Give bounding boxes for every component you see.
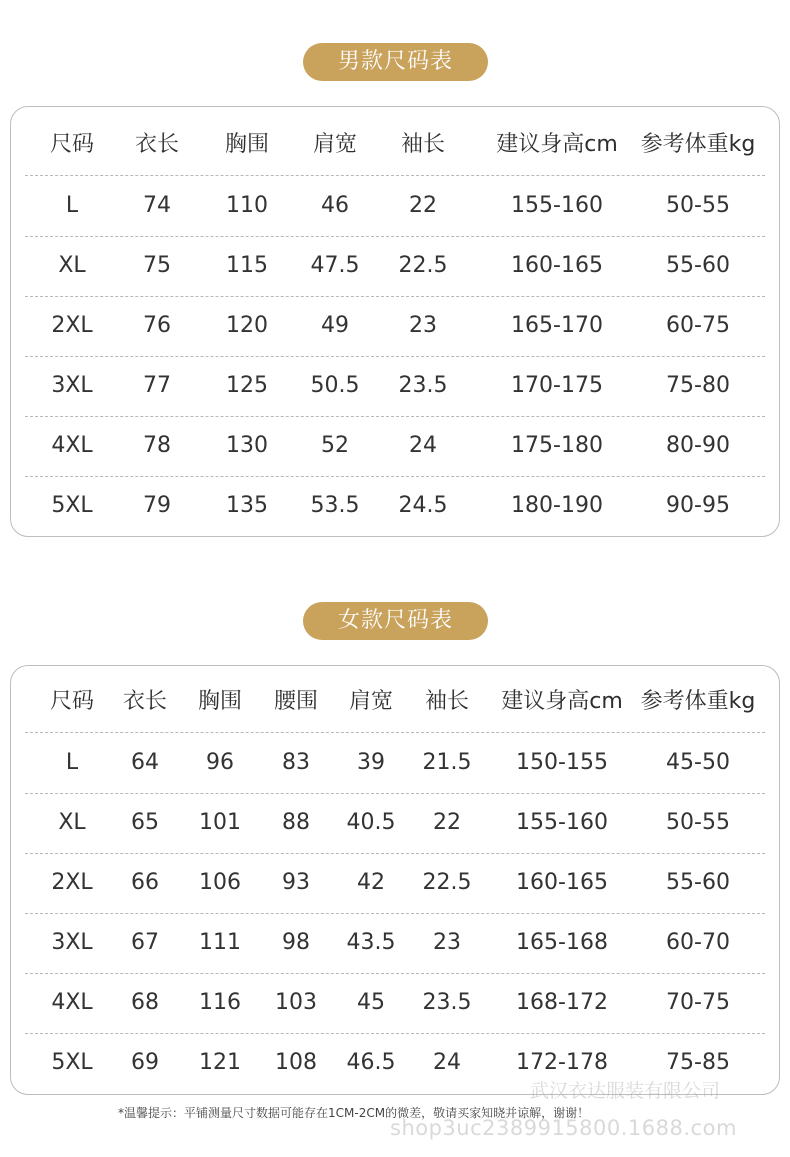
table-cell: 70-75	[666, 990, 730, 1015]
table-cell: 22.5	[398, 253, 448, 278]
table-cell: 83	[282, 750, 310, 775]
header-height: 建议身高cm	[496, 132, 618, 157]
table-cell: 165-168	[516, 930, 608, 955]
header-sleeve: 袖长	[400, 132, 446, 157]
table-cell: XL	[58, 810, 86, 835]
table-cell: 3XL	[51, 373, 93, 398]
table-cell: 46.5	[346, 1050, 396, 1075]
table-cell: 76	[143, 313, 171, 338]
table-cell: 23.5	[398, 373, 448, 398]
table-cell: 66	[131, 870, 159, 895]
table-cell: 116	[199, 990, 241, 1015]
table-cell: 68	[131, 990, 159, 1015]
table-cell: L	[65, 193, 79, 218]
table-cell: 22	[409, 193, 437, 218]
table-row	[25, 476, 765, 536]
table-cell: 50-55	[666, 810, 730, 835]
table-cell: 111	[199, 930, 241, 955]
table-cell: 88	[282, 810, 310, 835]
table-cell: 42	[357, 870, 385, 895]
table-cell: XL	[58, 253, 86, 278]
table-cell: 78	[143, 433, 171, 458]
table-row	[25, 356, 765, 417]
header-size: 尺码	[49, 132, 95, 157]
table-cell: 23.5	[422, 990, 472, 1015]
table-cell: 160-165	[511, 253, 603, 278]
table-cell: 65	[131, 810, 159, 835]
header-sleeve: 袖长	[424, 689, 470, 714]
table-cell: 170-175	[511, 373, 603, 398]
table-cell: 150-155	[516, 750, 608, 775]
table-cell: 50-55	[666, 193, 730, 218]
table-row	[25, 733, 765, 794]
table-cell: 108	[275, 1050, 317, 1075]
table-cell: 4XL	[51, 433, 93, 458]
table-cell: 40.5	[346, 810, 396, 835]
table-cell: 2XL	[51, 313, 93, 338]
table-row	[25, 176, 765, 237]
table-cell: 39	[357, 750, 385, 775]
table-cell: 98	[282, 930, 310, 955]
table-cell: 74	[143, 193, 171, 218]
table-cell: 77	[143, 373, 171, 398]
table-cell: 23	[409, 313, 437, 338]
table-cell: 90-95	[666, 493, 730, 518]
table-cell: 55-60	[666, 253, 730, 278]
table-cell: 168-172	[516, 990, 608, 1015]
table-cell: 45	[357, 990, 385, 1015]
table-header-row	[25, 115, 765, 176]
table-cell: 55-60	[666, 870, 730, 895]
table-cell: 47.5	[310, 253, 360, 278]
table-cell: 4XL	[51, 990, 93, 1015]
table-cell: 52	[321, 433, 349, 458]
table-cell: 46	[321, 193, 349, 218]
table-cell: 103	[275, 990, 317, 1015]
table-cell: 135	[226, 493, 268, 518]
header-chest: 胸围	[224, 132, 270, 157]
table-cell: 3XL	[51, 930, 93, 955]
table-cell: 155-160	[511, 193, 603, 218]
table-row	[25, 236, 765, 297]
table-cell: 24	[433, 1050, 461, 1075]
table-row	[25, 793, 765, 854]
table-cell: 53.5	[310, 493, 360, 518]
table-cell: L	[65, 750, 79, 775]
table-cell: 49	[321, 313, 349, 338]
table-cell: 75-85	[666, 1050, 730, 1075]
company-watermark: 武汉衣达服装有限公司	[530, 1080, 721, 1102]
table-cell: 60-75	[666, 313, 730, 338]
table-cell: 5XL	[51, 493, 93, 518]
table-cell: 130	[226, 433, 268, 458]
table-cell: 45-50	[666, 750, 730, 775]
table-cell: 121	[199, 1050, 241, 1075]
table-cell: 67	[131, 930, 159, 955]
table-cell: 80-90	[666, 433, 730, 458]
table-cell: 110	[226, 193, 268, 218]
women-size-chart-title: 女款尺码表	[303, 602, 488, 640]
table-cell: 101	[199, 810, 241, 835]
header-shoulder: 肩宽	[348, 689, 394, 714]
table-cell: 180-190	[511, 493, 603, 518]
shop-url-watermark: shop3uc2389915800.1688.com	[390, 1116, 737, 1140]
table-cell: 23	[433, 930, 461, 955]
header-height: 建议身高cm	[501, 689, 623, 714]
table-cell: 5XL	[51, 1050, 93, 1075]
header-size: 尺码	[49, 689, 95, 714]
header-weight: 参考体重kg	[640, 132, 756, 157]
table-cell: 155-160	[516, 810, 608, 835]
table-cell: 22	[433, 810, 461, 835]
table-cell: 79	[143, 493, 171, 518]
table-cell: 120	[226, 313, 268, 338]
table-cell: 60-70	[666, 930, 730, 955]
table-row	[25, 913, 765, 974]
table-cell: 115	[226, 253, 268, 278]
header-waist: 腰围	[273, 689, 319, 714]
table-header-row	[25, 672, 765, 733]
table-row	[25, 416, 765, 477]
table-row	[25, 853, 765, 914]
table-cell: 2XL	[51, 870, 93, 895]
table-cell: 106	[199, 870, 241, 895]
header-shoulder: 肩宽	[312, 132, 358, 157]
header-weight: 参考体重kg	[640, 689, 756, 714]
table-cell: 22.5	[422, 870, 472, 895]
table-cell: 24	[409, 433, 437, 458]
men-size-chart-title: 男款尺码表	[303, 43, 488, 81]
table-cell: 125	[226, 373, 268, 398]
table-cell: 64	[131, 750, 159, 775]
footer-note: *温馨提示：平铺测量尺寸数据可能存在1CM-2CM的微差，敬请买家知晓并谅解，谢谢！	[118, 1106, 590, 1120]
men-size-table	[10, 106, 780, 537]
table-cell: 43.5	[346, 930, 396, 955]
table-cell: 96	[206, 750, 234, 775]
header-length: 衣长	[122, 689, 168, 714]
women-size-table	[10, 665, 780, 1095]
header-chest: 胸围	[197, 689, 243, 714]
table-cell: 160-165	[516, 870, 608, 895]
table-cell: 21.5	[422, 750, 472, 775]
table-cell: 75	[143, 253, 171, 278]
table-cell: 50.5	[310, 373, 360, 398]
table-cell: 24.5	[398, 493, 448, 518]
header-length: 衣长	[134, 132, 180, 157]
table-cell: 75-80	[666, 373, 730, 398]
table-cell: 172-178	[516, 1050, 608, 1075]
table-cell: 93	[282, 870, 310, 895]
table-cell: 165-170	[511, 313, 603, 338]
table-row	[25, 973, 765, 1034]
table-cell: 175-180	[511, 433, 603, 458]
table-row	[25, 296, 765, 357]
table-cell: 69	[131, 1050, 159, 1075]
